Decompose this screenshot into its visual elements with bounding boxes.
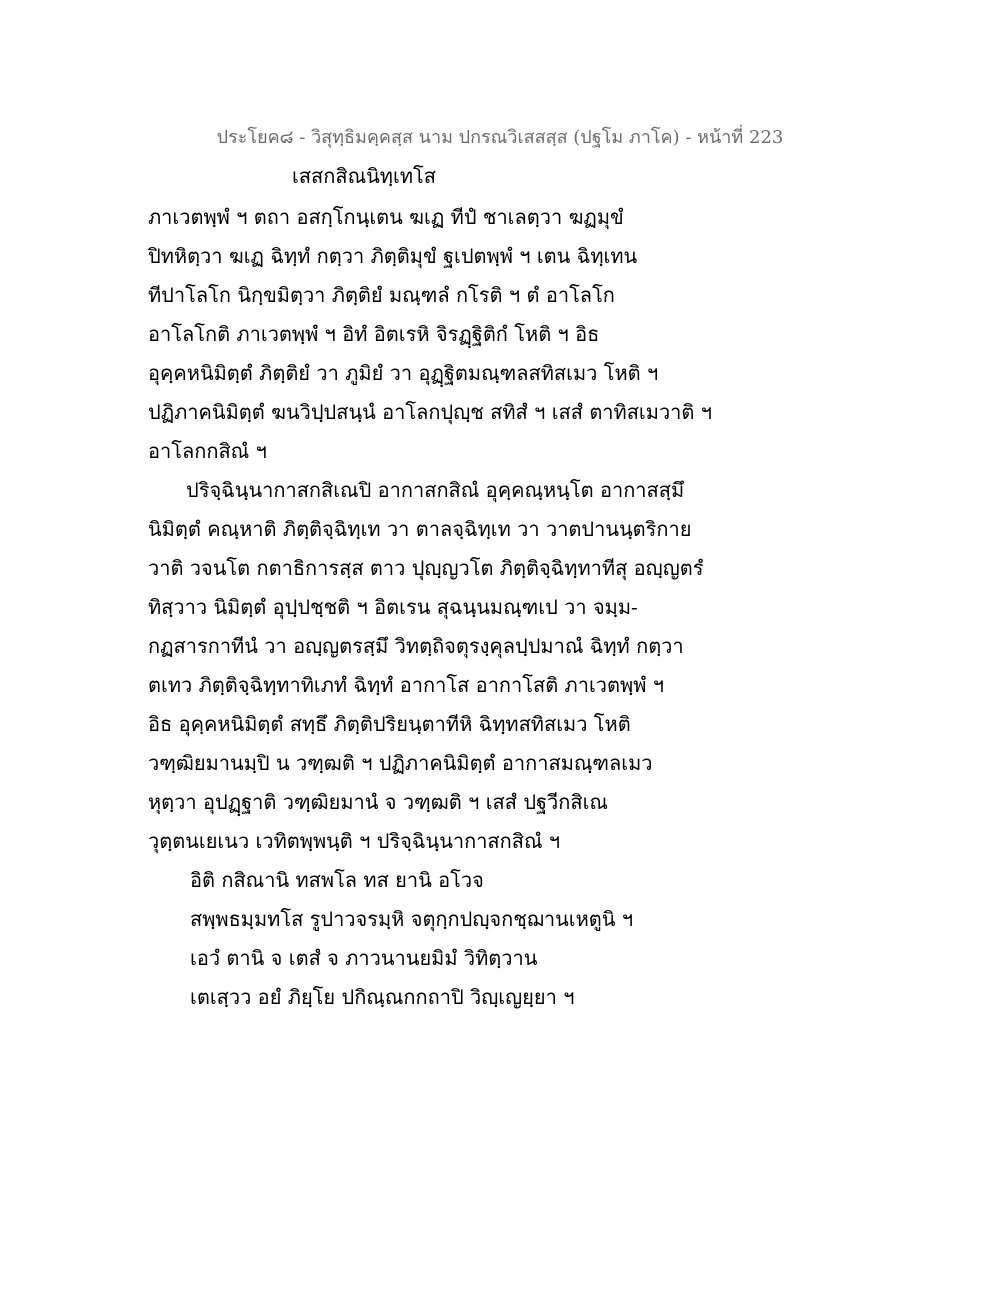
- text-line: อาโลโกติ ภาเวตพฺพํ ฯ อิทํ อิตเรหิ จิรฏฺฐิติกํ โหติ ฯ อิธ: [148, 322, 600, 346]
- text-line: ทิสฺวาว นิมิตฺตํ อุปฺปชฺชติ ฯ อิตเรน สุฉนฺนมณฺฑเป วา จมฺม-: [148, 595, 638, 619]
- text-line: ตเทว ภิตฺติจฺฉิทฺทาทิเภทํ ฉิทฺทํ อากาโส อากาโสติ ภาเวตพฺพํ ฯ: [148, 673, 664, 697]
- text-line: ปฏิภาคนิมิตฺตํ ฆนวิปฺปสนฺนํ อาโลกปุญฺช สทิสํ ฯ เสสํ ตาทิสเมวาติ ฯ: [148, 400, 712, 424]
- text-line: หุตฺวา อุปฏฺฐาติ วฑฺฒิยมานํ จ วฑฺฒติ ฯ เสสํ ปฐวีกสิเณ: [148, 790, 608, 814]
- text-line: กฏสารกาทีนํ วา อญฺญตรสฺมึ วิทตฺถิจตุรงฺคุลปฺปมาณํ ฉิทฺทํ กตฺวา: [148, 634, 684, 658]
- text-line: ทีปาโลโก นิกฺขมิตฺวา ภิตฺติยํ มณฺฑลํ กโรติ ฯ ตํ อาโลโก: [148, 283, 615, 307]
- text-line: ภาเวตพฺพํ ฯ ตถา อสกฺโกนฺเตน ฆเฏ ทีปํ ชาเลตฺวา ฆฏมุขํ: [148, 205, 624, 229]
- verse-line: สพฺพธมฺมทโส รูปาวจรมฺหิ จตุกฺกปญฺจกชฺฌานเหตูนิ ฯ: [190, 907, 634, 931]
- text-line: อิธ อุคฺคหนิมิตฺตํ สทฺธึ ภิตฺติปริยนฺตาทีหิ ฉิทฺทสทิสเมว โหติ: [148, 712, 631, 736]
- text-line: นิมิตฺตํ คณฺหาติ ภิตฺติจฺฉิทฺเท วา ตาลจฺฉิทฺเท วา วาตปานนฺตริกาย: [148, 517, 692, 541]
- text-line: อาโลกกสิณํ ฯ: [148, 439, 267, 463]
- verse-line: เตเสฺวว อยํ ภิยฺโย ปกิณฺณกกถาปิ วิญฺเญยฺยา ฯ: [190, 985, 575, 1009]
- text-line: อุคฺคหนิมิตฺตํ ภิตฺติยํ วา ภูมิยํ วา อุฏฺฐิตมณฺฑลสทิสเมว โหติ ฯ: [148, 361, 659, 385]
- document-body: [148, 198, 868, 1017]
- verse-line: เอวํ ตานิ จ เตสํ จ ภาวนานยมิมํ วิทิตฺวาน: [190, 946, 538, 970]
- verse-line: อิติ กสิณานิ ทสพโล ทส ยานิ อโวจ: [190, 868, 484, 892]
- page-header: ประโยค๘ - วิสุทฺธิมคฺคสฺส นาม ปกรณวิเสสสฺส (ปฐโม ภาโค) - หน้าที่ 223: [216, 127, 784, 148]
- text-line: วุตฺตนเยเนว เวทิตพฺพนฺติ ฯ ปริจฺฉินฺนากาสกสิณํ ฯ: [148, 829, 561, 853]
- section-title: เสสกสิณนิทฺเทโส: [292, 164, 436, 188]
- paragraph-start-line: ปริจฺฉินฺนากาสกสิเณปิ อากาสกสิณํ อุคฺคณฺหนฺโต อากาสสฺมึ: [186, 478, 685, 502]
- text-line: ปิทหิตฺวา ฆเฏ ฉิทฺทํ กตฺวา ภิตฺติมุขํ ฐเปตพฺพํ ฯ เตน ฉิทฺเทน: [148, 244, 638, 268]
- text-line: วฑฺฒิยมานมฺปิ น วฑฺฒติ ฯ ปฏิภาคนิมิตฺตํ อากาสมณฺฑลเมว: [148, 751, 653, 775]
- text-line: วาติ วจนโต กตาธิการสฺส ตาว ปุญฺญวโต ภิตฺติจฺฉิทฺทาทีสุ อญฺญตรํ: [148, 556, 704, 580]
